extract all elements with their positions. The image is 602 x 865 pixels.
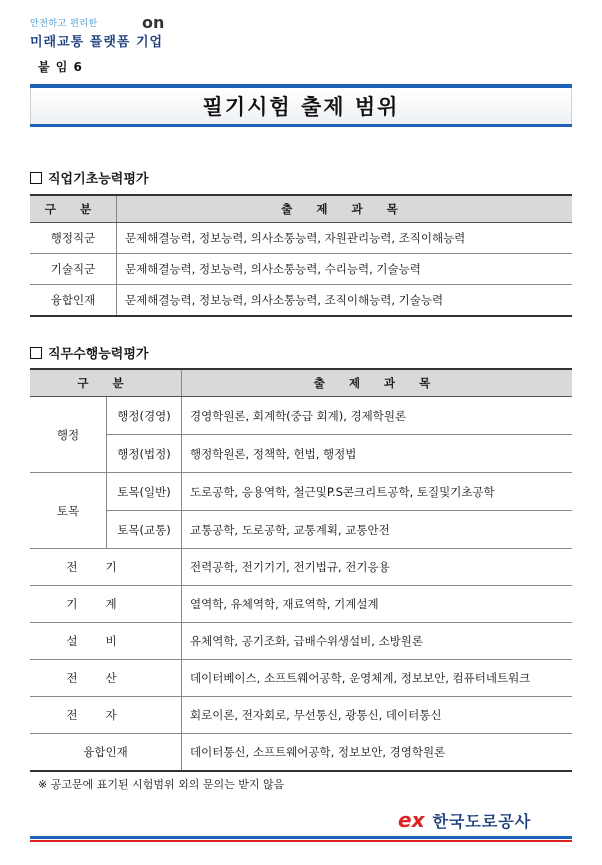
header-subjects: 출 제 과 목 bbox=[117, 195, 573, 223]
title-banner bbox=[30, 84, 572, 130]
row-subjects: 문제해결능력, 정보능력, 의사소통능력, 조직이해능력, 기술능력 bbox=[117, 285, 573, 317]
job-skills-table bbox=[30, 368, 572, 772]
single-name: 전자 bbox=[30, 697, 182, 734]
table-row bbox=[30, 254, 572, 285]
table-row bbox=[30, 734, 572, 772]
logo-mark: on bbox=[142, 13, 165, 32]
row-subjects: 도로공학, 응용역학, 철근및P.S콘크리트공학, 토질및기초공학 bbox=[182, 473, 573, 511]
table-row bbox=[30, 586, 572, 623]
group-name: 행정 bbox=[30, 397, 107, 473]
table-row bbox=[30, 435, 572, 473]
footnote: ※ 공고문에 표기된 시험범위 외의 문의는 받지 않음 bbox=[38, 778, 285, 791]
table-row bbox=[30, 223, 572, 254]
footer-line-red bbox=[30, 840, 572, 842]
group-name: 토목 bbox=[30, 473, 107, 549]
header-category: 구 분 bbox=[30, 195, 117, 223]
row-subjects: 경영학원론, 회계학(중급 회계), 경제학원론 bbox=[182, 397, 573, 435]
checkbox-square-icon bbox=[30, 172, 42, 184]
logo-name: 미래교통 플랫폼 기업 bbox=[30, 35, 164, 50]
table-row bbox=[30, 397, 572, 435]
footer-line-blue bbox=[30, 836, 572, 839]
section2-heading bbox=[30, 343, 148, 362]
table-row bbox=[30, 623, 572, 660]
ex-logo-mark: ex bbox=[398, 808, 425, 832]
header-subjects: 출 제 과 목 bbox=[182, 369, 573, 397]
korea-expressway-logo bbox=[398, 808, 531, 832]
row-subjects: 전력공학, 전기기기, 전기법규, 전기응용 bbox=[182, 549, 573, 586]
page-title: 필기시험 출제 범위 bbox=[30, 88, 572, 124]
header-category: 구 분 bbox=[30, 369, 182, 397]
table-row bbox=[30, 285, 572, 317]
row-subjects: 행정학원론, 정책학, 헌법, 행정법 bbox=[182, 435, 573, 473]
section2-heading-text: 직무수행능력평가 bbox=[48, 347, 149, 362]
sub-name: 행정(경영) bbox=[107, 397, 182, 435]
single-name: 설비 bbox=[30, 623, 182, 660]
single-name: 전산 bbox=[30, 660, 182, 697]
table-row bbox=[30, 511, 572, 549]
sub-name: 토목(교통) bbox=[107, 511, 182, 549]
attachment-label: 붙 임 6 bbox=[38, 60, 83, 74]
row-subjects: 열역학, 유체역학, 재료역학, 기계설계 bbox=[182, 586, 573, 623]
row-subjects: 데이터통신, 소프트웨어공학, 정보보안, 경영학원론 bbox=[182, 734, 573, 772]
company-logo bbox=[30, 13, 165, 50]
section1-heading bbox=[30, 168, 148, 187]
single-name: 기계 bbox=[30, 586, 182, 623]
table-row bbox=[30, 660, 572, 697]
row-subjects: 문제해결능력, 정보능력, 의사소통능력, 수리능력, 기술능력 bbox=[117, 254, 573, 285]
row-category: 융합인재 bbox=[30, 285, 117, 317]
row-subjects: 교통공학, 도로공학, 교통계획, 교통안전 bbox=[182, 511, 573, 549]
row-subjects: 문제해결능력, 정보능력, 의사소통능력, 자원관리능력, 조직이해능력 bbox=[117, 223, 573, 254]
row-category: 행정직군 bbox=[30, 223, 117, 254]
sub-name: 행정(법정) bbox=[107, 435, 182, 473]
checkbox-square-icon bbox=[30, 347, 42, 359]
single-name: 전기 bbox=[30, 549, 182, 586]
row-subjects: 유체역학, 공기조화, 급배수위생설비, 소방원론 bbox=[182, 623, 573, 660]
sub-name: 토목(일반) bbox=[107, 473, 182, 511]
ex-logo-name: 한국도로공사 bbox=[432, 811, 532, 831]
row-subjects: 데이터베이스, 소프트웨어공학, 운영체계, 정보보안, 컴퓨터네트워크 bbox=[182, 660, 573, 697]
basic-skills-table bbox=[30, 194, 572, 317]
logo-tagline: 안전하고 편리한 bbox=[30, 19, 98, 29]
row-category: 기술직군 bbox=[30, 254, 117, 285]
table-row bbox=[30, 473, 572, 511]
section1-heading-text: 직업기초능력평가 bbox=[48, 172, 149, 187]
row-subjects: 회로이론, 전자회로, 무선통신, 광통신, 데이터통신 bbox=[182, 697, 573, 734]
table-row bbox=[30, 697, 572, 734]
table-row bbox=[30, 549, 572, 586]
single-name: 융합인재 bbox=[30, 734, 182, 772]
